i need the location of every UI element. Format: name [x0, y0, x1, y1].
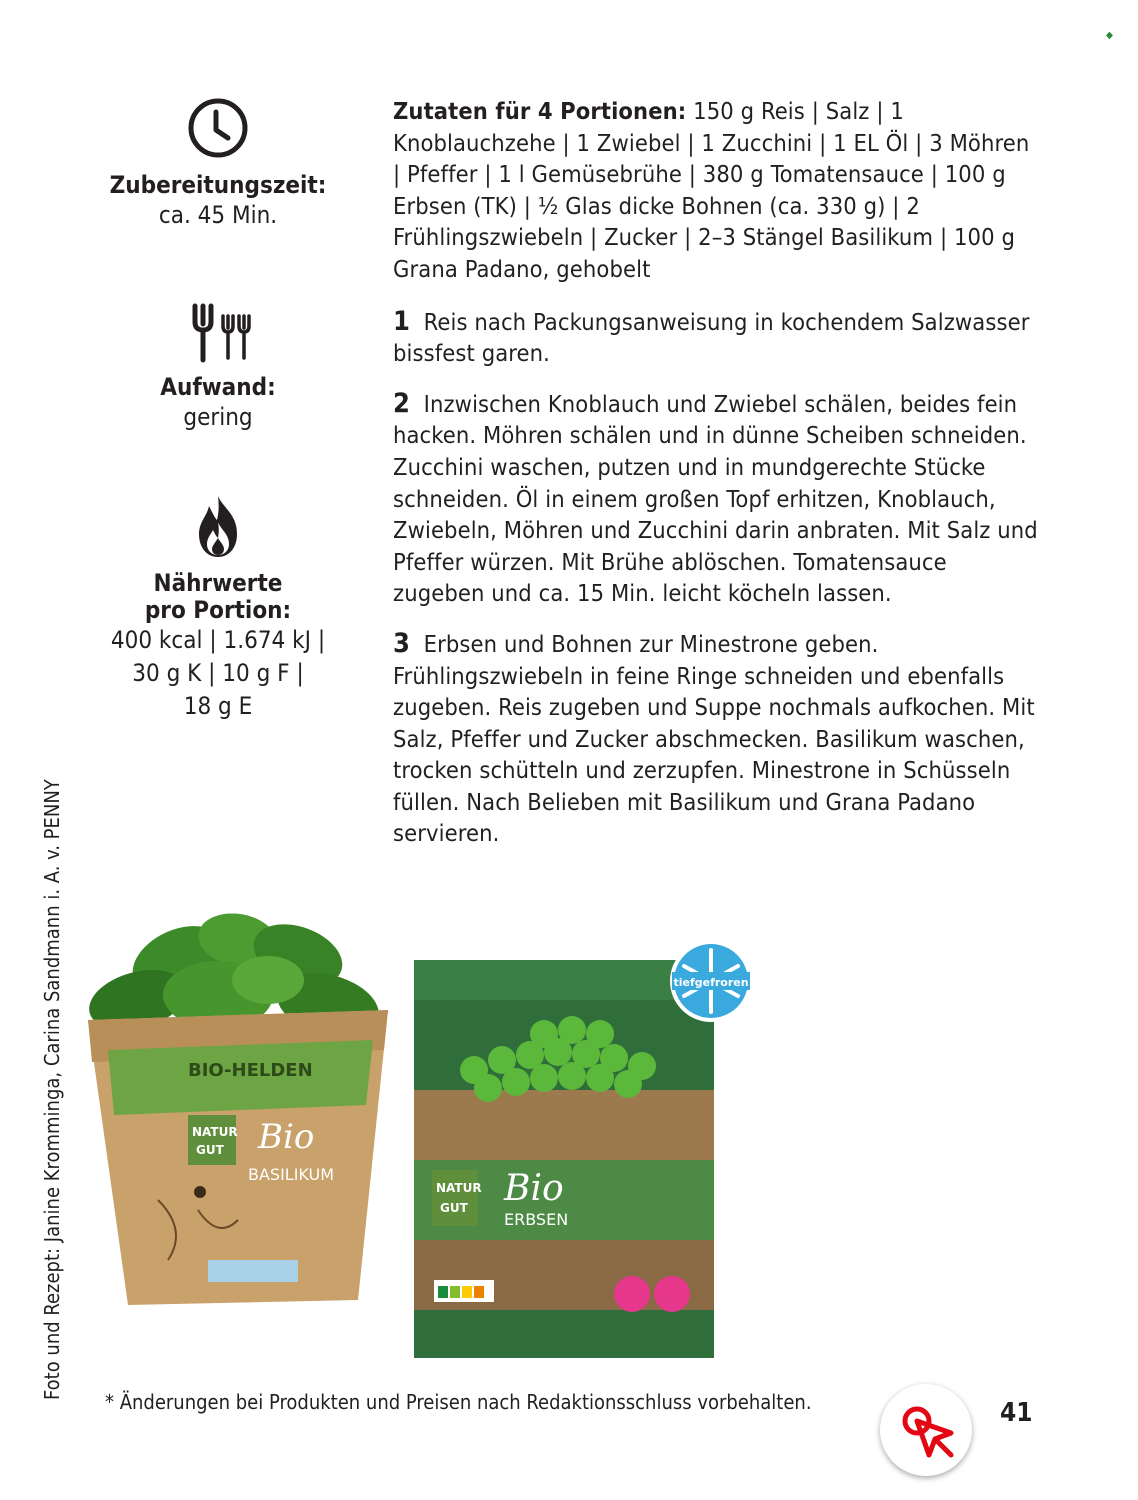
step-number: 3	[393, 627, 411, 659]
ingredients-title: Zutaten für 4 Portionen:	[393, 97, 687, 125]
step-text: Erbsen und Bohnen zur Minestrone geben. Frühlingszwiebeln in feine Ringe schneiden und ebenfalls zugeben. Reis zugeben und Suppe nochmals aufkochen. Mit Salz, Pfeffer und Zucker abschmecken. Basilikum waschen, trocken schütteln und zerzupfen. Minestrone in Schüsseln füllen. Nach Belieben mit Basilikum und Grana Padano servieren.	[393, 629, 1035, 848]
svg-text:NATUR: NATUR	[192, 1125, 238, 1139]
forks-icon	[183, 302, 253, 364]
svg-text:NATUR: NATUR	[436, 1181, 482, 1195]
recipe-info-column	[100, 96, 336, 723]
nutrition-values	[100, 624, 336, 723]
ingredients-paragraph	[393, 96, 1041, 286]
flame-icon	[193, 494, 243, 560]
step-text: Inzwischen Knoblauch und Zwiebel schälen, beides fein hacken. Möhren schälen und in dünne Scheiben schneiden. Zucchini waschen, putzen und in mundgerechte Stücke schneiden. Öl in einem großen Topf erhitzen, Knoblauch, Zwiebeln, Möhren und Zucchini darin anbraten. Mit Salz und Pfeffer würzen. Mit Brühe ablöschen. Tomatensauce zugeben und ca. 15 Min. leicht köcheln lassen.	[393, 389, 1038, 608]
prep-time-label: Zubereitungszeit:	[109, 171, 327, 199]
clock-icon	[186, 96, 250, 160]
cursor-click-icon	[895, 1399, 957, 1461]
basil-product-image	[68, 900, 408, 1310]
step-2	[393, 388, 1041, 610]
frozen-badge-text: tiefgefroren	[673, 976, 749, 989]
svg-text:GUT: GUT	[196, 1143, 224, 1157]
photo-credit: Foto und Rezept: Janine Kromminga, Carina Sandmann i. A. v. PENNY	[40, 779, 64, 1400]
frozen-badge	[668, 938, 754, 1024]
step-number: 1	[393, 305, 411, 337]
basil-name-text: BASILIKUM	[248, 1165, 335, 1184]
peas-name-text: ERBSEN	[504, 1210, 569, 1229]
prep-time-block	[100, 96, 336, 232]
basil-banner-text: BIO-HELDEN	[188, 1060, 313, 1081]
footnote: * Änderungen bei Produkten und Preisen nach Redaktionsschluss vorbehalten.	[105, 1390, 812, 1414]
nutrition-label-line-1: Nährwerte	[153, 569, 283, 597]
recipe-text	[393, 96, 1041, 850]
nutrition-line-2: 30 g K | 10 g F |	[132, 659, 304, 687]
peas-bio-text: Bio	[504, 1168, 564, 1209]
nutrition-line-1: 400 kcal | 1.674 kJ |	[110, 626, 326, 654]
nutrition-label	[100, 570, 336, 624]
step-number: 2	[393, 387, 411, 419]
page-number: 41	[1000, 1398, 1033, 1428]
basil-bio-text: Bio	[258, 1117, 315, 1157]
ingredients-list: 150 g Reis | Salz | 1 Knoblauchzehe | 1 Zwiebel | 1 Zucchini | 1 EL Öl | 3 Möhren | Pfeffer | 1 l Gemüsebrühe | 380 g Tomatensauce | 100 g Erbsen (TK) | ½ Glas dicke Bohnen (ca. 330 g) | 2 Frühlingszwiebeln | Zucker | 2–3 Stängel Basilikum | 100 g Grana Padano, gehobelt	[393, 97, 1030, 283]
step-3	[393, 628, 1041, 850]
basil-brand-logo	[188, 1115, 236, 1165]
nutrition-block	[100, 494, 336, 723]
prep-time-value: ca. 45 Min.	[158, 201, 278, 229]
peas-brand-logo	[432, 1170, 478, 1226]
effort-block	[100, 302, 336, 434]
step-text: Reis nach Packungsanweisung in kochendem Salzwasser bissfest garen.	[393, 307, 1030, 368]
nutrition-label-line-2: pro Portion:	[144, 596, 292, 624]
svg-text:GUT: GUT	[440, 1201, 468, 1215]
effort-value: gering	[183, 403, 253, 431]
step-1	[393, 306, 1041, 370]
cursor-click-button[interactable]	[880, 1384, 972, 1476]
corner-mark-icon: ◆	[1106, 30, 1113, 41]
nutrition-line-3: 18 g E	[183, 692, 253, 720]
effort-label: Aufwand:	[160, 373, 276, 401]
